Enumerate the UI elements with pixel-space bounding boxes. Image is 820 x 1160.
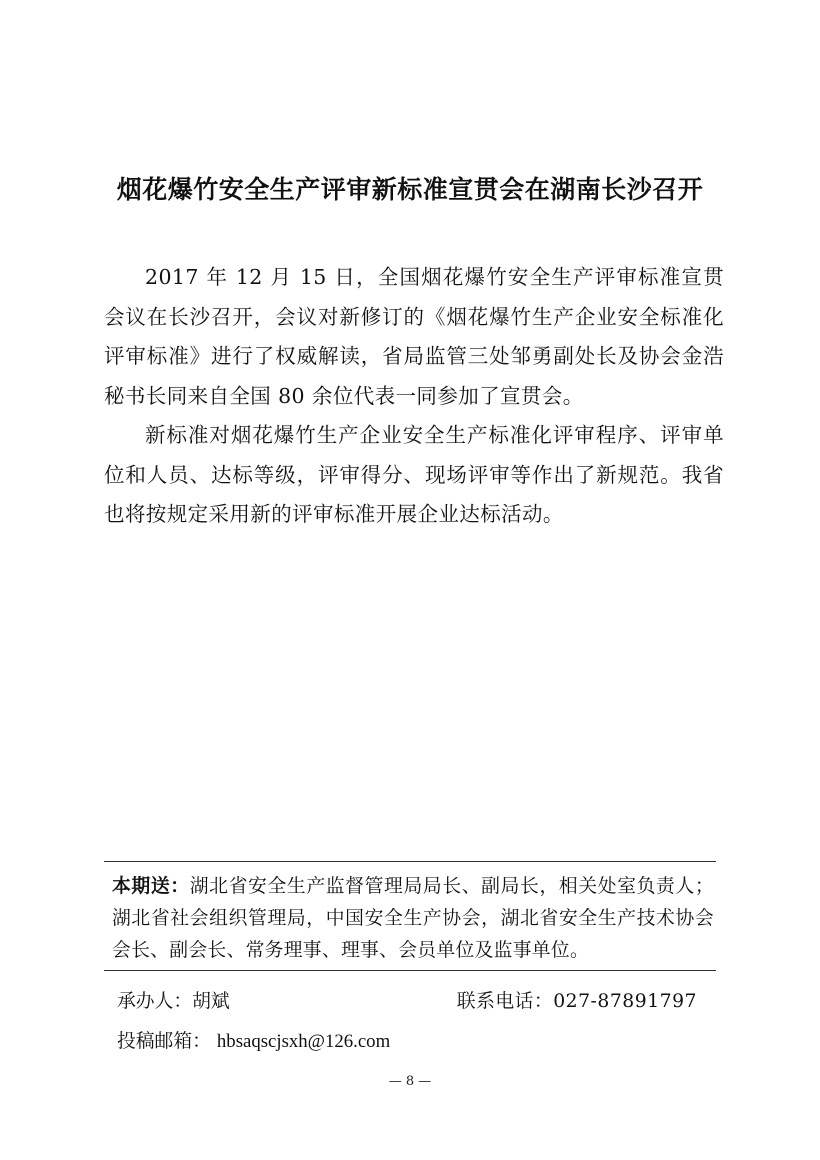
handler: 承办人：胡斌	[117, 991, 230, 1012]
contact-row	[117, 986, 697, 1018]
distribution-recipients: 湖北省安全生产监督管理局局长、副局长，相关处室负责人；湖北省社会组织管理局，中国安全生产协会，湖北省安全生产技术协会会长、副会长、常务理事、理事、会员单位及监事单位。	[112, 876, 714, 961]
article-body	[104, 258, 724, 535]
contact-phone: 联系电话：027-87891797	[456, 991, 697, 1012]
divider	[104, 970, 716, 971]
paragraph: 2017 年 12 月 15 日，全国烟花爆竹安全生产评审标准宣贯会议在长沙召开，会议对新修订的《烟花爆竹生产企业安全标准化评审标准》进行了权威解读，省局监管三处邹勇副处长及协会金浩秘书长同来自全国 80 余位代表一同参加了宣贯会。	[104, 265, 724, 408]
email-row	[117, 1026, 390, 1058]
distribution-list	[112, 870, 714, 967]
divider	[104, 861, 716, 862]
email-address[interactable]: hbsaqscjsxh@126.com	[216, 1031, 391, 1052]
page-number: — 8 —	[388, 1074, 432, 1089]
paragraph: 新标准对烟花爆竹生产企业安全生产标准化评审程序、评审单位和人员、达标等级，评审得分、现场评审等作出了新规范。我省也将按规定采用新的评审标准开展企业达标活动。	[104, 423, 724, 526]
article-title: 烟花爆竹安全生产评审新标准宣贯会在湖南长沙召开	[116, 175, 704, 204]
distribution-label: 本期送：	[112, 875, 190, 897]
email-label: 投稿邮箱：	[117, 1031, 211, 1052]
